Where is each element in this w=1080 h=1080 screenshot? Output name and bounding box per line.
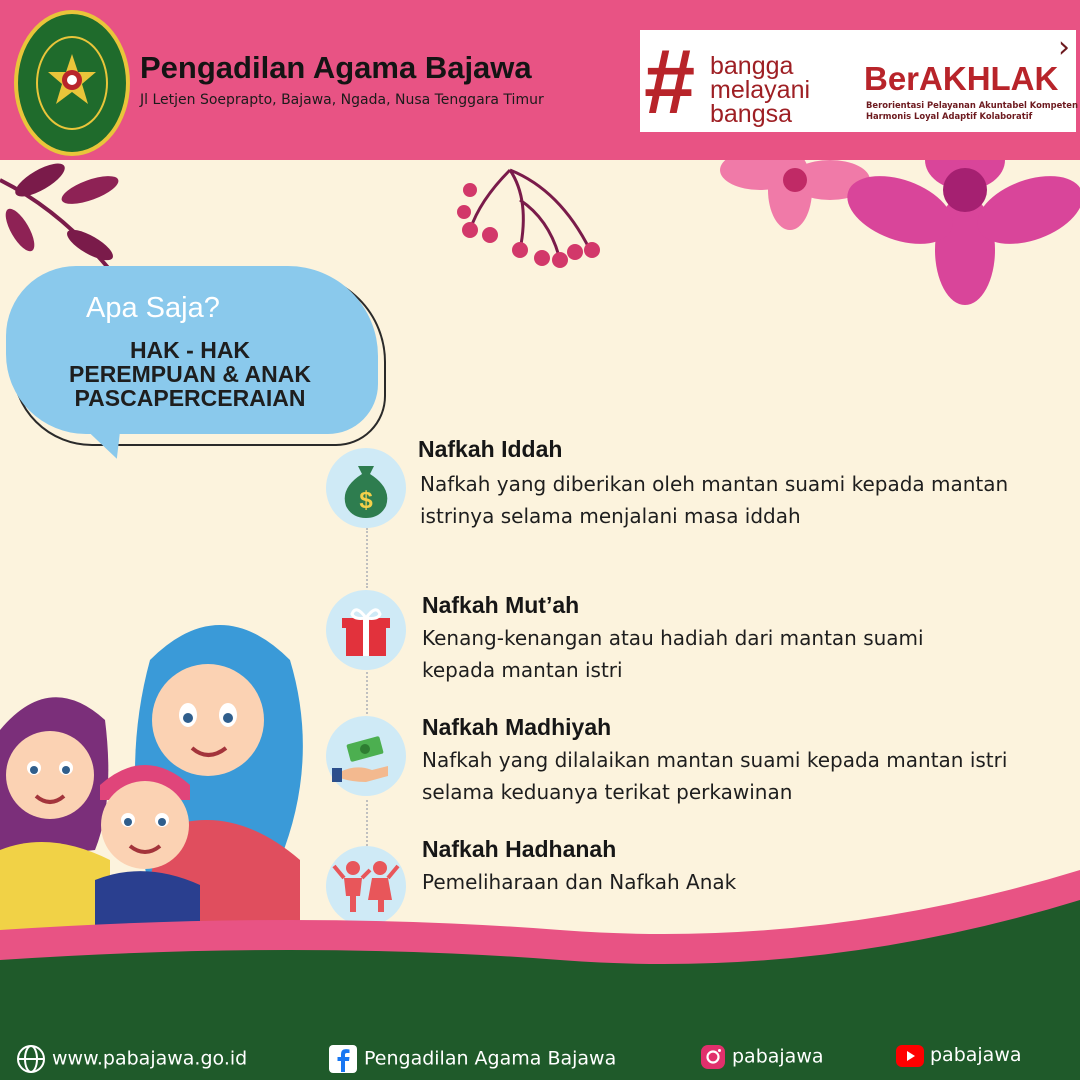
footer-facebook[interactable] [328, 1044, 616, 1074]
berakhlak-title: BerAKHLAK [864, 60, 1059, 97]
berakhlak-subtitle [866, 100, 1078, 122]
bangga-line-1: bangga [710, 52, 794, 80]
item-desc-1: Nafkah yang diberikan oleh mantan suami kepada mantan istrinya selama menjalani masa iddah [420, 472, 1009, 528]
dotted-connector-3 [366, 800, 368, 850]
berakhlak-sub-line-2: Harmonis Loyal Adaptif Kolaboratif [866, 111, 1033, 121]
bangga-line-3: bangsa [710, 100, 793, 128]
seal-emblem-icon [44, 52, 100, 112]
org-address: Jl Letjen Soeprapto, Bajawa, Ngada, Nusa Tenggara Timur [140, 92, 544, 108]
item-desc-4: Pemeliharaan dan Nafkah Anak [422, 870, 737, 894]
bubble-line-2: PEREMPUAN & ANAK [69, 361, 311, 387]
icon-circle-3 [326, 716, 406, 796]
item-desc-2: Kenang-kenangan atau hadiah dari mantan suami kepada mantan istri [422, 626, 924, 682]
item-title-3: Nafkah Madhiyah [422, 714, 612, 740]
dotted-connector-2 [366, 672, 368, 714]
dotted-connector-1 [366, 528, 368, 588]
youtube-text: pabajawa [930, 1044, 1022, 1066]
gift-icon [326, 590, 406, 670]
item-title-4: Nafkah Hadhanah [422, 836, 617, 862]
bangga-text [710, 54, 810, 126]
footer-bar [0, 1030, 1080, 1080]
globe-icon [16, 1044, 46, 1074]
court-seal-logo [14, 10, 130, 156]
svg-text:$: $ [359, 487, 373, 514]
money-hand-icon [326, 716, 406, 796]
icon-circle-2 [326, 590, 406, 670]
facebook-icon [328, 1044, 358, 1074]
item-title-2: Nafkah Mut’ah [422, 592, 580, 618]
item-desc-3: Nafkah yang dilalaikan mantan suami kepada mantan istri selama keduanya terikat perkawinan [422, 748, 1008, 804]
website-text: www.pabajawa.go.id [52, 1047, 248, 1070]
bubble-question: Apa Saja? [86, 292, 220, 324]
flower-decoration [720, 160, 1080, 310]
leaf-branch-decoration [0, 160, 160, 280]
org-name: Pengadilan Agama Bajawa [140, 50, 532, 85]
bubble-heading [18, 338, 362, 410]
berakhlak-sub-line-1: Berorientasi Pelayanan Akuntabel Kompeten [866, 100, 1078, 110]
icon-circle-1 [326, 448, 406, 528]
instagram-icon [700, 1044, 726, 1070]
youtube-icon [896, 1045, 924, 1067]
hashtag-symbol: # [644, 31, 696, 133]
bangga-line-2: melayani [710, 76, 811, 104]
item-title-1: Nafkah Iddah [418, 436, 563, 462]
footer-youtube[interactable] [896, 1044, 1022, 1067]
bubble-line-3: PASCAPERCERAIAN [74, 385, 306, 411]
bubble-line-1: HAK - HAK [129, 337, 251, 363]
bottom-wave-decoration [0, 860, 1080, 1040]
footer-website[interactable] [16, 1044, 247, 1074]
header-bar [0, 0, 1080, 160]
facebook-text: Pengadilan Agama Bajawa [364, 1047, 617, 1070]
berry-branch-decoration [450, 160, 620, 280]
instagram-text: pabajawa [732, 1045, 824, 1068]
bangga-melayani-badge [640, 30, 1076, 132]
footer-instagram[interactable] [700, 1044, 824, 1070]
chevron-right-icon: › [1058, 30, 1070, 65]
money-bag-icon [326, 448, 406, 528]
